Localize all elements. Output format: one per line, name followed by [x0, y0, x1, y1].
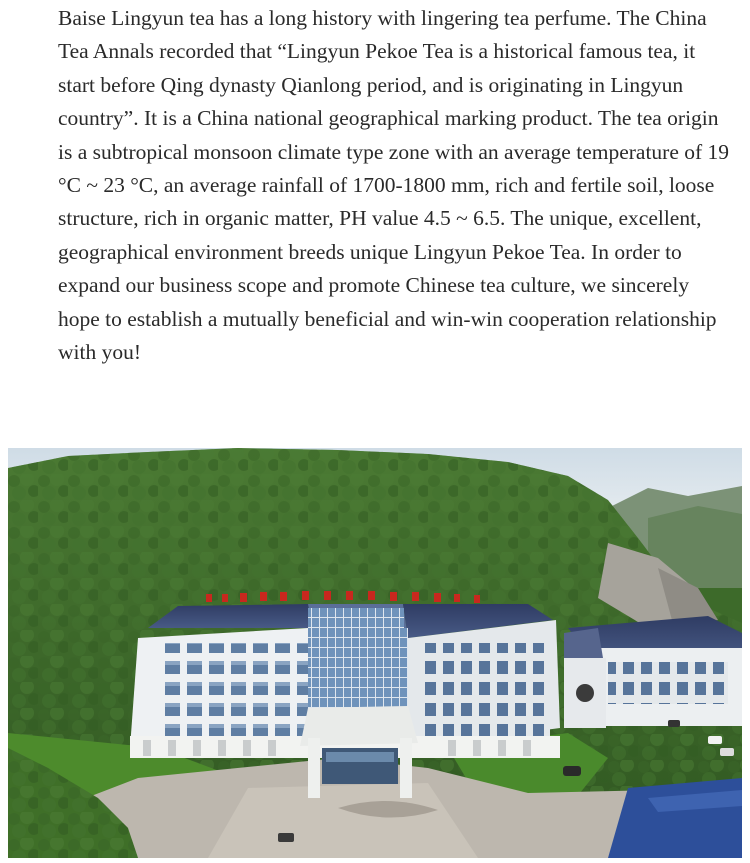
- article-paragraph: Baise Lingyun tea has a long history with lingering tea perfume. The China Tea Annals recorded that “Lingyun Pekoe Tea is a historical famous tea, it start before Qing dynasty Qianlong period, and is originating in Lingyun country”. It is a China national geographical marking product. The tea origin is a subtropical monsoon climate type zone with an average temperature of 19 °C ~ 23 °C, an average rainfall of 1700-1800 mm, rich and fertile soil, loose structure, rich in organic matter, PH value 4.5 ~ 6.5. The unique, excellent, geographical environment breeds unique Lingyun Pekoe Tea. In order to expand our business scope and promote Chinese tea culture, we sincerely hope to establish a mutually beneficial and win-win cooperation relationship with you!: [58, 6, 730, 365]
- side-building: [564, 616, 742, 728]
- company-building-photo: [8, 448, 742, 858]
- blue-roof-structure: [608, 778, 742, 858]
